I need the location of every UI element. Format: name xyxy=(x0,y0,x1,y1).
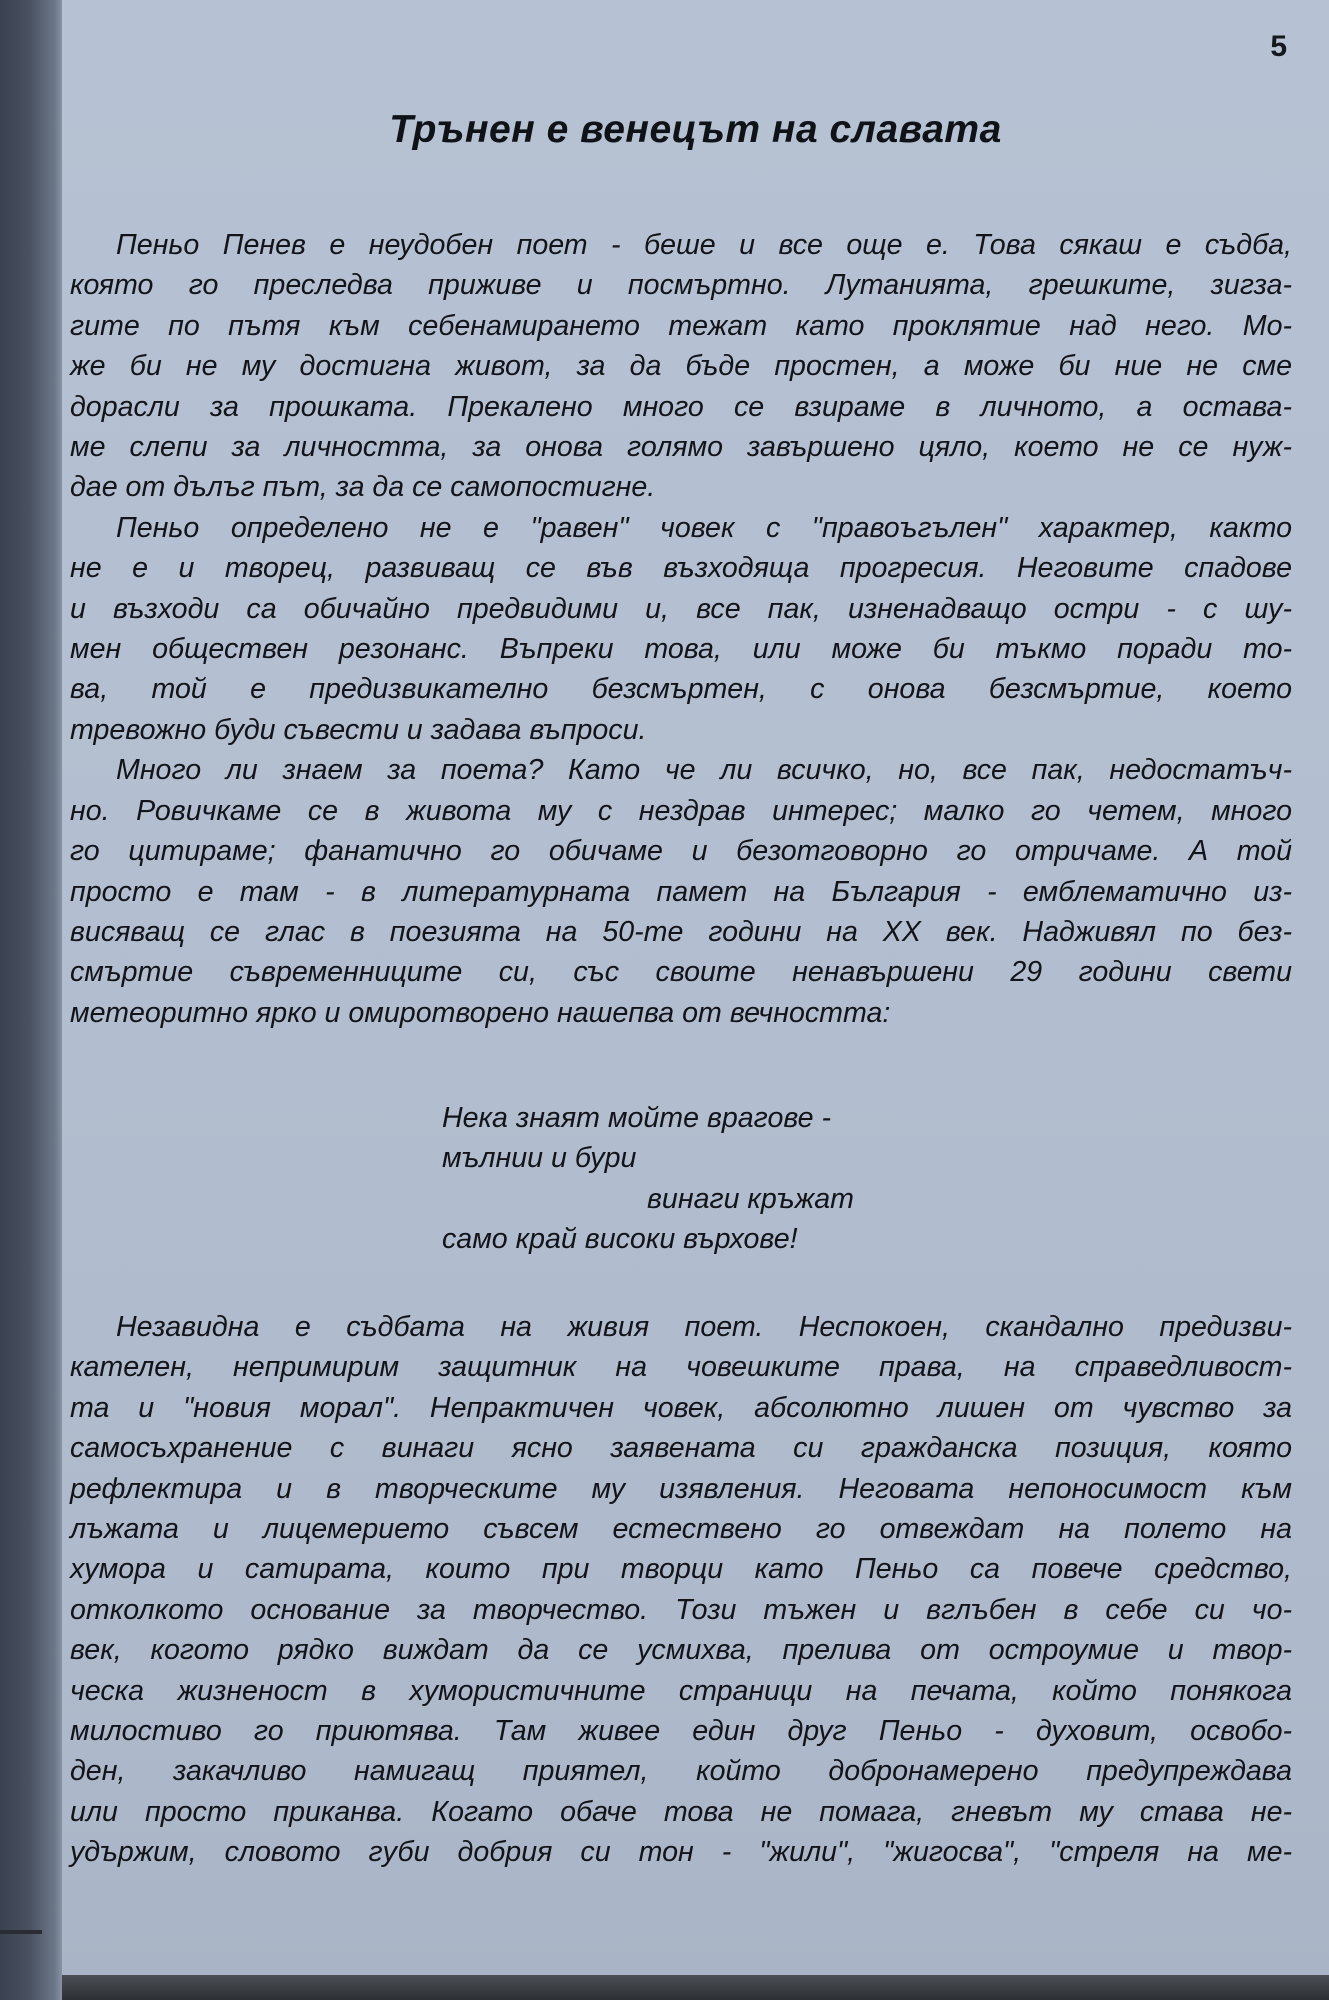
text-line: рефлектира и в творческите му изявления. Неговата непоносимост към xyxy=(70,1472,1292,1505)
text-line: смъртие съвременниците си, със своите ненавършени 29 години свети xyxy=(70,956,1292,989)
text-line: же би не му достигна живот, за да бъде простен, а може би ние не сме xyxy=(70,350,1292,383)
text-line: или просто приканва. Когато обаче това не помага, гневът му става не- xyxy=(70,1795,1292,1828)
text-line: та и "новия морал". Непрактичен човек, абсолютно лишен от чувство за xyxy=(70,1391,1292,1424)
body-text xyxy=(70,225,1292,1033)
poem-line: мълнии и бури xyxy=(442,1142,637,1175)
text-line: милостиво го приютява. Там живее един друг Пеньо - духовит, освобо- xyxy=(70,1715,1292,1748)
page-bottom-edge xyxy=(62,1975,1329,2000)
paragraph-4 xyxy=(70,1307,1292,1873)
text-line: век, когото рядко виждат да се усмихва, прелива от остроумие и твор- xyxy=(70,1634,1292,1667)
text-line: Пеньо определено не е "равен" човек с "правоъгълен" характер, както xyxy=(116,511,1292,544)
text-line: но. Ровичкаме се в живота му с нездрав интерес; малко го четем, много xyxy=(70,794,1292,827)
text-line: Незавидна е съдбата на живия поет. Неспокоен, скандално предизви- xyxy=(116,1311,1292,1343)
text-line: и възходи са обичайно предвидими и, все пак, изненадващо остри - с шу- xyxy=(70,592,1292,625)
text-line: кателен, непримирим защитник на човешките права, на справедливост- xyxy=(70,1351,1292,1384)
text-line: удържим, словото губи добрия си тон - "жили", "жигосва", "стреля на ме- xyxy=(70,1836,1292,1869)
text-line: ден, закачливо намигащ приятел, който добронамерено предупреждава xyxy=(70,1755,1292,1788)
paragraph-2 xyxy=(70,508,1292,750)
poem-line: само край високи върхове! xyxy=(442,1223,798,1256)
text-line: тревожно буди съвести и задава въпроси. xyxy=(70,713,647,746)
text-line: не е и творец, развиващ се във възходяща прогресия. Неговите спадове xyxy=(70,552,1292,585)
text-line: просто е там - в литературната памет на България - емблематично из- xyxy=(70,875,1292,908)
text-line: Пеньо Пенев е неудобен поет - беше и все още е. Това сякаш е съдба, xyxy=(116,229,1292,261)
text-line: дорасли за прошката. Прекалено много се взираме в личното, а остава- xyxy=(70,390,1292,423)
paragraph-1 xyxy=(70,225,1292,508)
text-line: лъжата и лицемерието съвсем естествено го отвеждат на полето на xyxy=(70,1513,1292,1546)
text-line: хумора и сатирата, които при творци като Пеньо са повече средство, xyxy=(70,1553,1292,1586)
chapter-title: Трънен е венецът на славата xyxy=(389,108,1002,151)
text-line: дае от дълъг път, за да се самопостигне. xyxy=(70,471,656,504)
text-line: метеоритно ярко и омиротворено нашепва от вечността: xyxy=(70,996,891,1029)
margin-mark xyxy=(0,1930,42,1934)
paragraph-3 xyxy=(70,750,1292,1033)
poem-line: винаги кръжат xyxy=(647,1182,854,1215)
text-line: ческа жизненост в хумористичните страници на печата, който понякога xyxy=(70,1674,1292,1707)
text-line: ме слепи за личността, за онова голямо завършено цяло, което не се нуж- xyxy=(70,431,1292,464)
text-line: висяващ се глас в поезията на 50-те години на ХХ век. Надживял по без- xyxy=(70,915,1292,948)
text-line: мен обществен резонанс. Въпреки това, или може би тъкмо поради то- xyxy=(70,633,1292,666)
poem-line: Нека знаят мойте врагове - xyxy=(442,1102,832,1134)
text-line: която го преследва приживе и посмъртно. Лутанията, грешките, зигза- xyxy=(70,269,1292,302)
text-line: гите по пътя към себенамирането тежат като проклятие над него. Мо- xyxy=(70,309,1292,342)
page-number: 5 xyxy=(1270,30,1287,63)
text-line: го цитираме; фанатично го обичаме и безотговорно го отричаме. А той xyxy=(70,835,1292,868)
poem-quote xyxy=(442,1098,854,1260)
text-line: отколкото основание за творчество. Този тъжен и вглъбен в себе си чо- xyxy=(70,1593,1292,1626)
text-line: самосъхранение с винаги ясно заявената си гражданска позиция, която xyxy=(70,1432,1292,1465)
text-line: ва, той е предизвикателно безсмъртен, с онова безсмъртие, което xyxy=(70,673,1292,706)
book-page xyxy=(62,0,1329,1975)
text-line: Много ли знаем за поета? Като че ли всичко, но, все пак, недостатъч- xyxy=(116,754,1292,787)
